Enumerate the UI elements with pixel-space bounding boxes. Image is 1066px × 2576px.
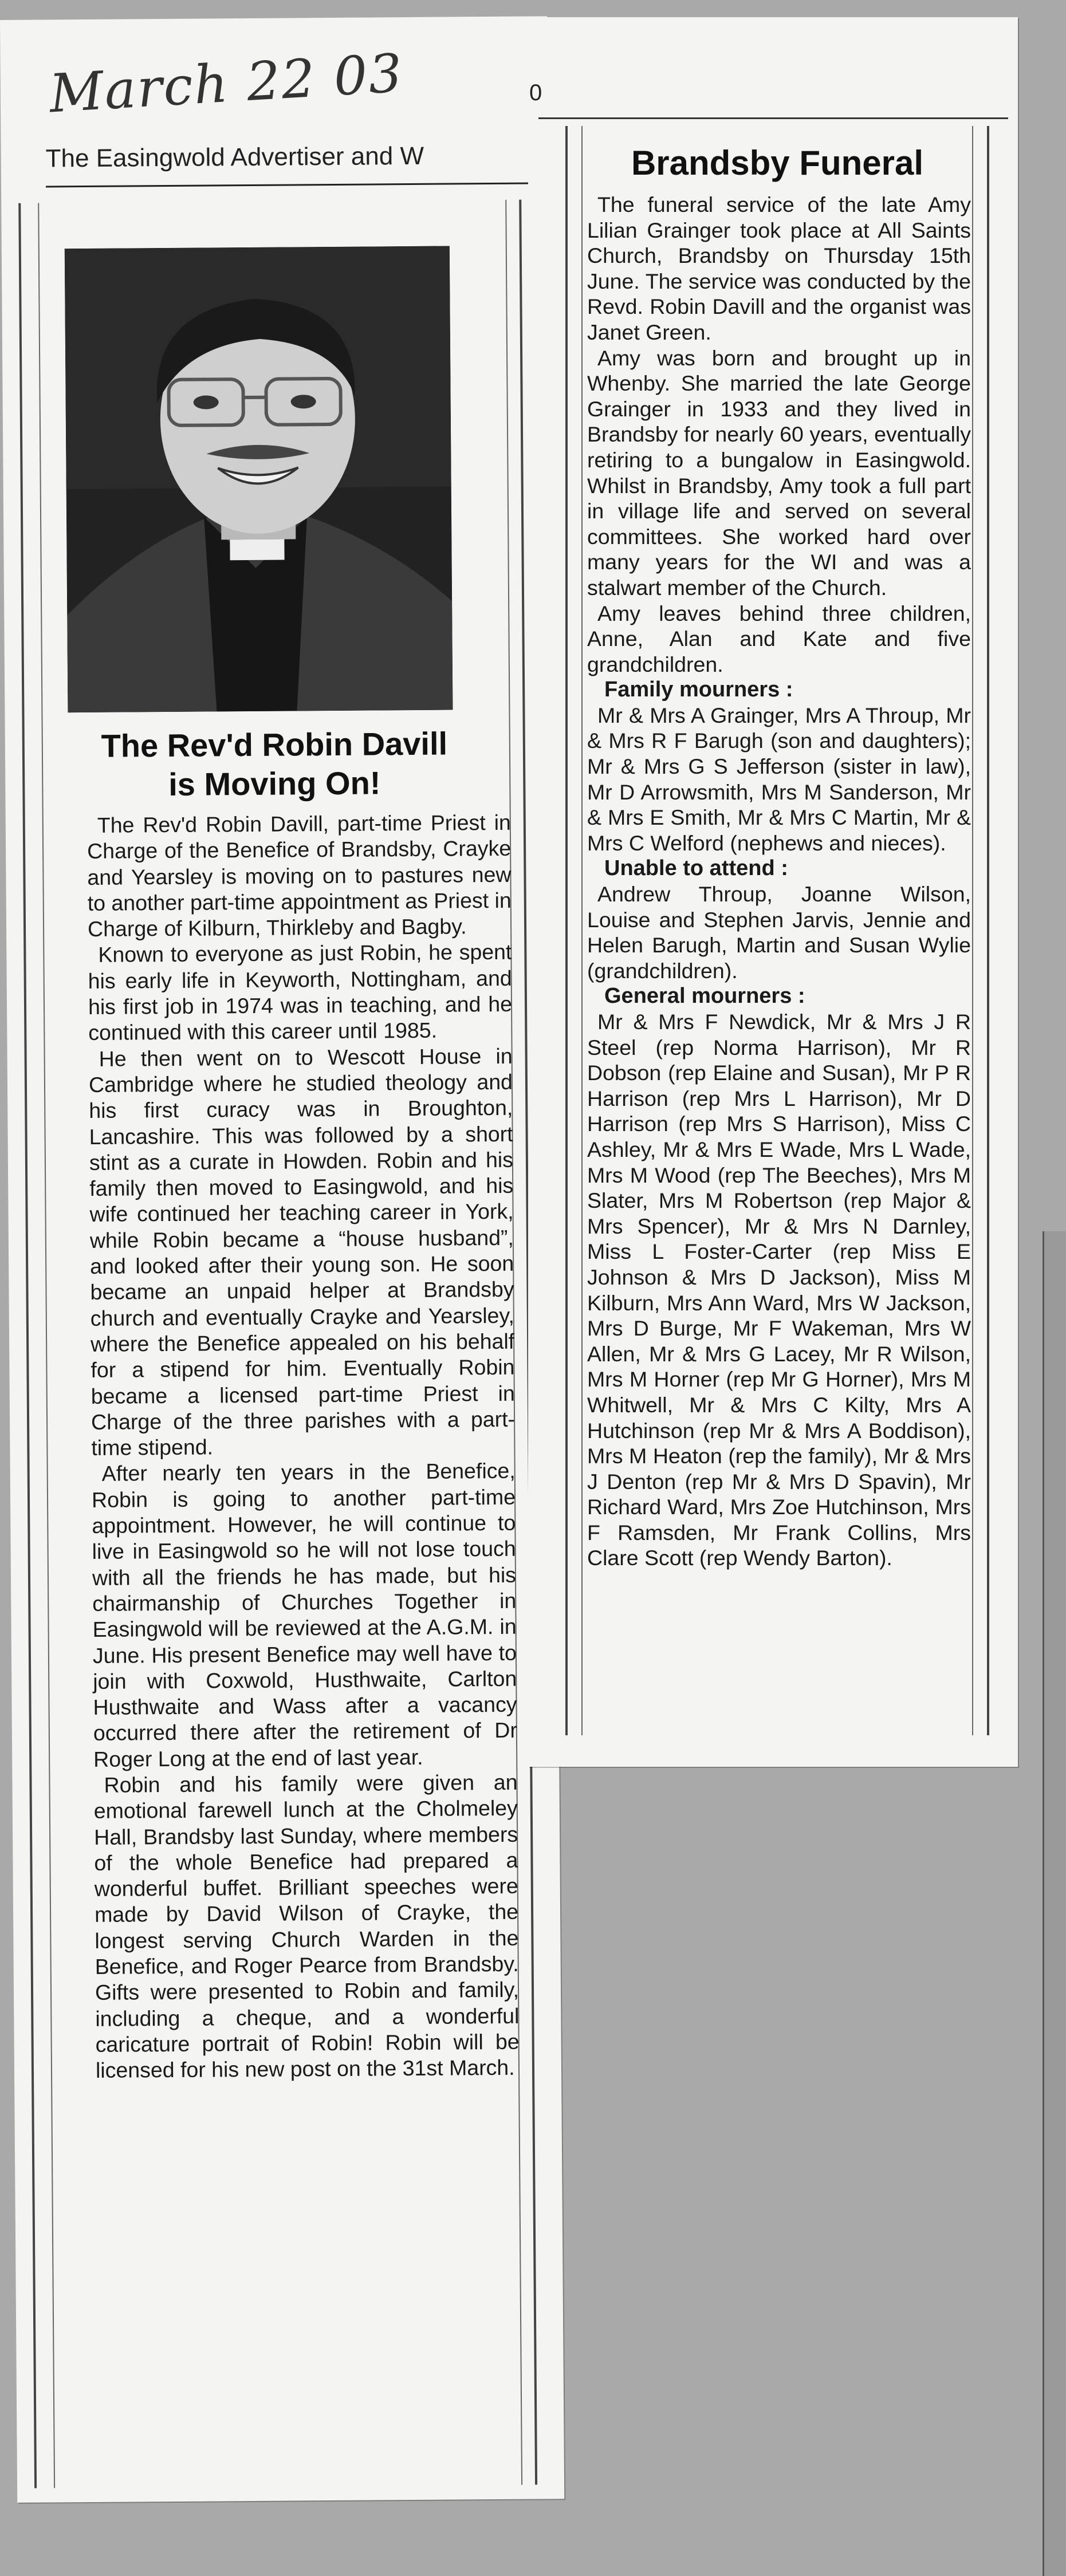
left-clipping <box>0 16 564 2503</box>
paragraph: Robin and his family were given an emotional farewell lunch at the Cholmeley Hall, Brandsby last Sunday, where members of the whole Benefice had prepared a wonderful buffet. Brilliant speeches were made by David Wilson of Crayke, the longest serving Church Warden in the Benefice, and Roger Pearce from Brandsby. Gifts were presented to Robin and family, including a cheque, and a wonderful caricature portrait of Robin! Robin will be licensed for his new post on the 31st March. <box>93 1770 520 2083</box>
paragraph: The funeral service of the late Amy Lilian Grainger took place at All Saints Church, Brandsby on Thursday 15th June. The service was conducted by the Revd. Robin Davill and the organist was Janet Green. <box>587 192 971 344</box>
paragraph: Amy leaves behind three children, Anne, Alan and Kate and five grandchildren. <box>587 601 971 676</box>
adjacent-paper-edge <box>1043 1231 1066 2576</box>
page-number: 0 <box>529 80 542 105</box>
family-mourners-heading: Family mourners : <box>604 678 793 702</box>
headline-line-1: The Rev'd Robin Davill <box>101 725 448 764</box>
paragraph: Amy was born and brought up in Whenby. She married the late George Grainger in 1933 and they lived in Brandsby for nearly 60 years, eventually retiring to a bungalow in Easingwold. Whilst in Brandsby, Amy took a full part in village life and served on several committees. She worked hard over many years for the WI and was a stalwart member of the Church. <box>587 345 971 600</box>
paragraph: After nearly ten years in the Benefice, Robin is going to another part-time appointment. However, he will continue to live in Easingwold so he will not lose touch with all the friends he has made, but his chairmanship of Churches Together in Easingwold will be reviewed at the A.G.M. in June. His present Benefice may well have to join with Coxwold, Husthwaite, Carlton Husthwaite and Wass after a vacancy occurred there after the retirement of Dr Roger Long at the end of last year. <box>91 1459 518 1771</box>
masthead-rule <box>46 183 533 188</box>
column-border-left <box>18 203 55 2488</box>
funeral-headline: Brandsby Funeral <box>631 144 924 182</box>
portrait-photo-drawing <box>65 246 453 713</box>
handwritten-date: March 22 03 <box>48 42 405 125</box>
general-mourners-heading: General mourners : <box>604 984 805 1009</box>
headline-line-2: is Moving On! <box>168 765 381 802</box>
unable-to-attend-heading: Unable to attend : <box>604 856 788 881</box>
right-clipping <box>528 17 1018 1767</box>
article-headline <box>57 724 493 805</box>
column-border-right <box>972 126 989 1735</box>
paragraph: He then went on to Wescott House in Cambridge where he studied theology and his first curacy was in Broughton, Lancashire. This was followed by a short stint as a curate in Howden. Robin and his family then moved to Easingwold, and his wife continued her teaching career in York, while Robin became a “house husband”, and looked after their young son. He soon became an unpaid helper at Brandsby church and eventually Crayke and Yearsley, where the Benefice appealed on his behalf for a stipend for him. Eventually Robin became a licensed part-time Priest in Charge of the three parishes with a part-time stipend. <box>88 1043 516 1460</box>
newspaper-masthead: The Easingwold Advertiser and W <box>45 141 424 173</box>
paragraph: Known to everyone as just Robin, he spent his early life in Keyworth, Nottingham, and his first job in 1974 was in teaching, and he continued with this career until 1985. <box>88 940 513 1045</box>
funeral-body <box>587 192 971 1571</box>
top-rule <box>538 117 1008 119</box>
family-mourners-list: Mr & Mrs A Grainger, Mrs A Throup, Mr & Mrs R F Barugh (son and daughters); Mr & Mrs G S Jefferson (sister in law), Mr D Arrowsmith, Mrs M Sanderson, Mr & Mrs E Smith, Mr & Mrs C Martin, Mr & Mrs C Welford (nephews and nieces). <box>587 703 971 855</box>
paragraph: The Rev'd Robin Davill, part-time Priest in Charge of the Benefice of Brandsby, Crayke and Yearsley is moving on to pastures new to another part-time appointment as Priest in Charge of Kilburn, Thirkleby and Bagby. <box>86 810 512 942</box>
portrait-photo <box>65 246 453 713</box>
general-mourners-list: Mr & Mrs F Newdick, Mr & Mrs J R Steel (rep Norma Harrison), Mr R Dobson (rep Elaine and Susan), Mr P R Harrison (rep Mrs L Harrison), Mr D Harrison (rep Mrs S Harrison), Miss C Ashley, Mr & Mrs E Wade, Mrs L Wade, Mrs M Wood (rep The Beeches), Mrs M Slater, Mrs M Robertson (rep Major & Mrs Spencer), Mr & Mrs N Darnley, Miss L Foster-Carter (rep Miss E Johnson & Mrs D Jackson), Miss M Kilburn, Mrs Ann Ward, Mrs W Jackson, Mrs D Burge, Mr F Wakeman, Mrs W Allen, Mr & Mrs G Lacey, Mr R Wilson, Mrs M Horner (rep Mr G Horner), Mrs M Whitwell, Mr & Mrs C Kilty, Mrs A Hutchinson (rep Mr & Mrs A Boddison), Mrs M Heaton (rep the family), Mr & Mrs J Denton (rep Mr & Mrs D Spavin), Mr Richard Ward, Mrs Zoe Hutchinson, Mrs F Ramsden, Mr Frank Collins, Mrs Clare Scott (rep Wendy Barton). <box>587 1010 971 1570</box>
article-body <box>87 810 520 2084</box>
column-border-left <box>565 126 583 1735</box>
unable-to-attend-list: Andrew Throup, Joanne Wilson, Louise and Stephen Jarvis, Jennie and Helen Barugh, Martin and Susan Wylie (grandchildren). <box>587 882 971 983</box>
